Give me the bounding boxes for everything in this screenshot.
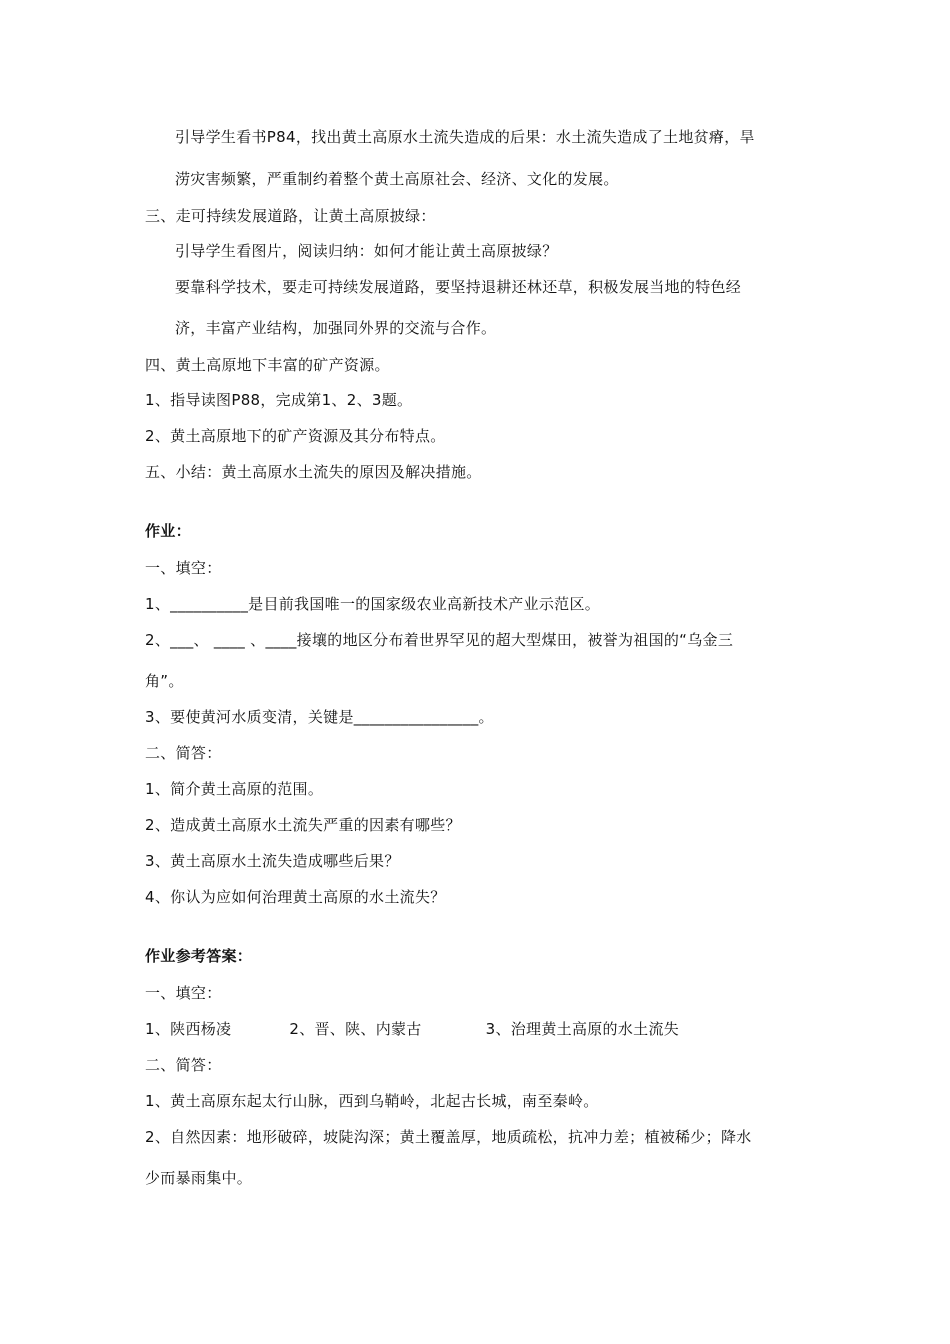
- answer-fill-3: 3、治理黄土高原的水土流失: [485, 1020, 680, 1038]
- lesson-line-3: 引导学生看图片，阅读归纳：如何才能让黄土高原披绿？: [175, 242, 558, 260]
- answer-fill-2: 2、晋、陕、内蒙古: [289, 1020, 422, 1038]
- homework-short-3: 3、黄土高原水土流失造成哪些后果？: [145, 852, 400, 870]
- answer-short-1: 1、黄土高原东起太行山脉，西到乌鞘岭，北起古长城，南至秦岭。: [145, 1092, 599, 1110]
- homework-fill-3: 3、要使黄河水质变清，关键是________________。: [145, 708, 494, 726]
- lesson-line-6: 1、指导读图P88，完成第1、2、3题。: [145, 391, 413, 409]
- homework-short-title: 二、简答：: [145, 744, 222, 762]
- answers-fill-row: [145, 1019, 679, 1039]
- answers-title: 作业参考答案：: [145, 947, 253, 965]
- homework-short-2: 2、造成黄土高原水土流失严重的因素有哪些？: [145, 816, 461, 834]
- homework-fill-2: 2、___、 ____ 、____接壤的地区分布着世界罕见的超大型煤田，被誉为祖国的“乌金三: [145, 631, 734, 649]
- lesson-line-7: 2、黄土高原地下的矿产资源及其分布特点。: [145, 427, 446, 445]
- lesson-line-1: 引导学生看书P84，找出黄土高原水土流失造成的后果：水土流失造成了土地贫瘠，旱: [175, 128, 755, 146]
- homework-title: 作业：: [145, 522, 191, 540]
- homework-short-4: 4、你认为应如何治理黄土高原的水土流失？: [145, 888, 446, 906]
- answers-short-title: 二、简答：: [145, 1056, 222, 1074]
- answers-fill-title: 一、填空：: [145, 984, 222, 1002]
- lesson-line-2: 涝灾害频繁，严重制约着整个黄土高原社会、经济、文化的发展。: [175, 170, 619, 188]
- answer-short-2: 2、自然因素：地形破碎，坡陡沟深；黄土覆盖厚，地质疏松，抗冲力差；植被稀少；降水: [145, 1128, 752, 1146]
- answer-fill-1: 1、陕西杨凌: [145, 1020, 232, 1038]
- homework-fill-title: 一、填空：: [145, 559, 222, 577]
- homework-fill-2-cont: 角”。: [145, 672, 184, 690]
- lesson-line-4: 要靠科学技术，要走可持续发展道路，要坚持退耕还林还草，积极发展当地的特色经: [175, 278, 742, 296]
- lesson-section-5: 五、小结：黄土高原水土流失的原因及解决措施。: [145, 463, 482, 481]
- answer-short-2-cont: 少而暴雨集中。: [145, 1169, 253, 1187]
- homework-short-1: 1、简介黄土高原的范围。: [145, 780, 324, 798]
- lesson-line-5: 济，丰富产业结构，加强同外界的交流与合作。: [175, 319, 497, 337]
- lesson-section-3: 三、走可持续发展道路，让黄土高原披绿：: [145, 207, 436, 225]
- lesson-section-4: 四、黄土高原地下丰富的矿产资源。: [145, 356, 390, 374]
- homework-fill-1: 1、__________是目前我国唯一的国家级农业高新技术产业示范区。: [145, 595, 601, 613]
